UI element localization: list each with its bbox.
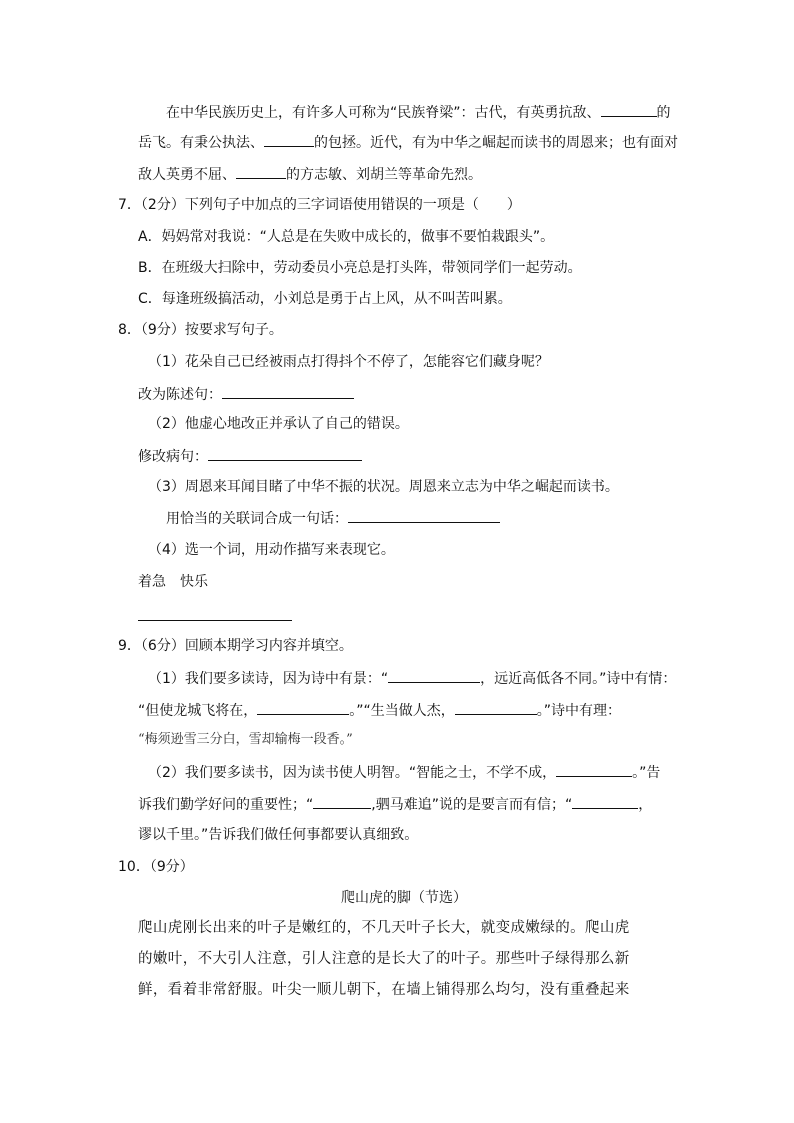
question-7-stem: 7．（2分）下列句子中加点的三字词语使用错误的一项是（ ） [118,197,521,213]
sub-question: （3）周恩来耳闻目睹了中华不振的状况。周恩来立志为中华之崛起而读书。 [148,479,619,495]
answer-blank[interactable] [138,620,292,621]
blank[interactable] [556,762,632,777]
fill-text: 诉我们勤学好问的重要性；“ [138,797,314,813]
answer-line [166,508,500,529]
fill-text: 。”告 [632,765,661,781]
answer-line [138,446,362,467]
passage-text: 的方志敏、刘胡兰等革命先烈。 [286,167,482,183]
fill-text: （1）我们要多读诗，因为诗中有景：“ [148,671,389,687]
fill-text: 。”“生当做人杰， [349,703,455,719]
fill-line [138,700,621,721]
option-a[interactable]: A．妈妈常对我说：“人总是在失败中成长的，做事不要怕栽跟头”。 [138,229,555,245]
fill-text: （2）我们要多读书，因为读书使人明智。“智能之士，不学不成， [148,765,557,781]
word-choices: 着急 快乐 [138,574,208,590]
blank[interactable] [601,102,657,117]
blank[interactable] [572,794,638,809]
option-c[interactable]: C．每逢班级搞活动，小刘总是勇于占上风，从不叫苦叫累。 [138,291,512,307]
passage-line [138,132,678,153]
option-b[interactable]: B．在班级大扫除中，劳动委员小亮总是打头阵，带领同学们一起劳动。 [138,260,582,276]
poem-quote: “梅须逊雪三分白，雪却输梅一段香。” [138,732,353,747]
blank[interactable] [236,164,286,179]
blank[interactable] [388,668,480,683]
fill-text: ， [638,797,653,813]
blank[interactable] [455,700,537,715]
answer-prompt: 用恰当的关联词合成一句话： [166,511,348,527]
passage-text: 的 [656,105,671,121]
answer-prompt: 修改病句： [138,449,208,465]
passage-text: 敌人英勇不屈、 [138,167,236,183]
fill-text: ,驷马难追”说的是要言而有信；“ [371,797,573,813]
fill-text: “但使龙城飞将在， [138,703,258,719]
fill-text: ，远近高低各不同。”诗中有情： [480,671,677,687]
fill-line [148,668,676,689]
question-10-stem: 10．（9分） [118,859,194,875]
passage-text: 的包拯。近代，有为中华之崛起而读书的周恩来；也有面对 [314,135,678,151]
answer-line [138,384,354,405]
answer-blank[interactable] [208,446,362,461]
question-8-stem: 8．（9分）按要求写句子。 [118,322,283,338]
blank[interactable] [313,794,371,809]
answer-prompt: 改为陈述句： [138,387,222,403]
passage-text: 在中华民族历史上，有许多人可称为“民族脊梁”：古代，有英勇抗敌、 [166,105,601,121]
answer-blank[interactable] [222,384,354,399]
sub-question: （4）选一个词，用动作描写来表现它。 [148,542,395,558]
sub-question: （1）花朵自己已经被雨点打得抖个不停了，怎能容它们藏身呢？ [148,354,549,370]
passage-line [138,164,482,185]
question-9-stem: 9．（6分）回顾本期学习内容并填空。 [118,638,353,654]
blank[interactable] [257,700,349,715]
article-line: 的嫩叶，不大引人注意，引人注意的是长大了的叶子。那些叶子绿得那么新 [138,951,630,967]
fill-line [148,762,660,783]
article-line: 爬山虎刚长出来的叶子是嫩红的，不几天叶子长大，就变成嫩绿的。爬山虎 [138,920,630,936]
sub-question: （2）他虚心地改正并承认了自己的错误。 [148,416,409,432]
fill-line: 谬以千里。”告诉我们做任何事都要认真细致。 [138,827,419,843]
fill-text: 。”诗中有理： [536,703,622,719]
fill-line [138,794,652,815]
answer-blank[interactable] [348,508,500,523]
article-title: 爬山虎的脚（节选） [341,890,467,906]
blank[interactable] [264,132,314,147]
passage-text: 岳飞。有秉公执法、 [138,135,264,151]
article-line: 鲜，看着非常舒服。叶尖一顺儿朝下，在墙上铺得那么均匀，没有重叠起来 [138,982,630,998]
passage-line [166,102,671,123]
